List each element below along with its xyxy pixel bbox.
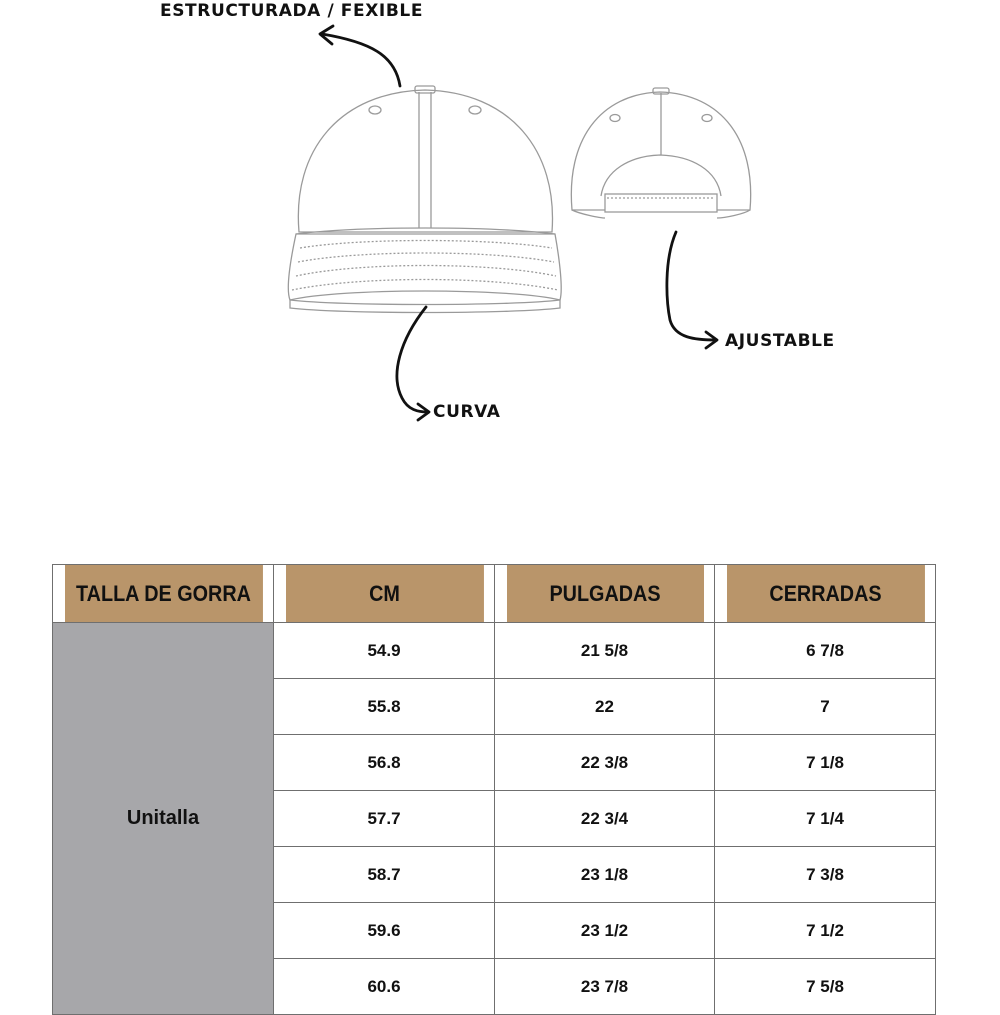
header-size: TALLA DE GORRA <box>64 565 263 623</box>
arrow-structure-icon <box>322 34 400 86</box>
closed-cell: 6 7/8 <box>715 623 936 679</box>
curve-label: CURVA <box>433 402 501 422</box>
cm-cell: 54.9 <box>274 623 495 679</box>
inches-cell: 23 1/2 <box>495 903 715 959</box>
inches-cell: 22 <box>495 679 715 735</box>
cm-cell: 56.8 <box>274 735 495 791</box>
back-cap-drawing <box>571 88 750 218</box>
closed-cell: 7 1/2 <box>715 903 936 959</box>
cm-cell: 59.6 <box>274 903 495 959</box>
cm-cell: 55.8 <box>274 679 495 735</box>
size-chart-table <box>52 564 936 1015</box>
cm-cell: 60.6 <box>274 959 495 1015</box>
structure-label: ESTRUCTURADA / FEXIBLE <box>160 1 424 21</box>
adjustable-label: AJUSTABLE <box>725 331 835 351</box>
closed-cell: 7 3/8 <box>715 847 936 903</box>
closed-cell: 7 <box>715 679 936 735</box>
closed-cell: 7 1/8 <box>715 735 936 791</box>
closed-cell: 7 5/8 <box>715 959 936 1015</box>
header-cm: CM <box>285 565 484 623</box>
closed-cell: 7 1/4 <box>715 791 936 847</box>
cm-cell: 58.7 <box>274 847 495 903</box>
inches-cell: 23 7/8 <box>495 959 715 1015</box>
inches-cell: 22 3/8 <box>495 735 715 791</box>
arrow-curve-icon <box>397 307 428 412</box>
front-cap-drawing <box>288 86 561 313</box>
inches-cell: 23 1/8 <box>495 847 715 903</box>
cm-cell: 57.7 <box>274 791 495 847</box>
front-crown-outline <box>298 90 552 232</box>
header-closed: CERRADAS <box>726 565 925 623</box>
table-row <box>53 623 936 679</box>
inches-cell: 22 3/4 <box>495 791 715 847</box>
table-header-row <box>53 565 936 623</box>
arrow-adjustable-icon <box>667 232 716 340</box>
size-name-cell: Unitalla <box>53 623 274 1015</box>
header-inches: PULGADAS <box>506 565 704 623</box>
inches-cell: 21 5/8 <box>495 623 715 679</box>
